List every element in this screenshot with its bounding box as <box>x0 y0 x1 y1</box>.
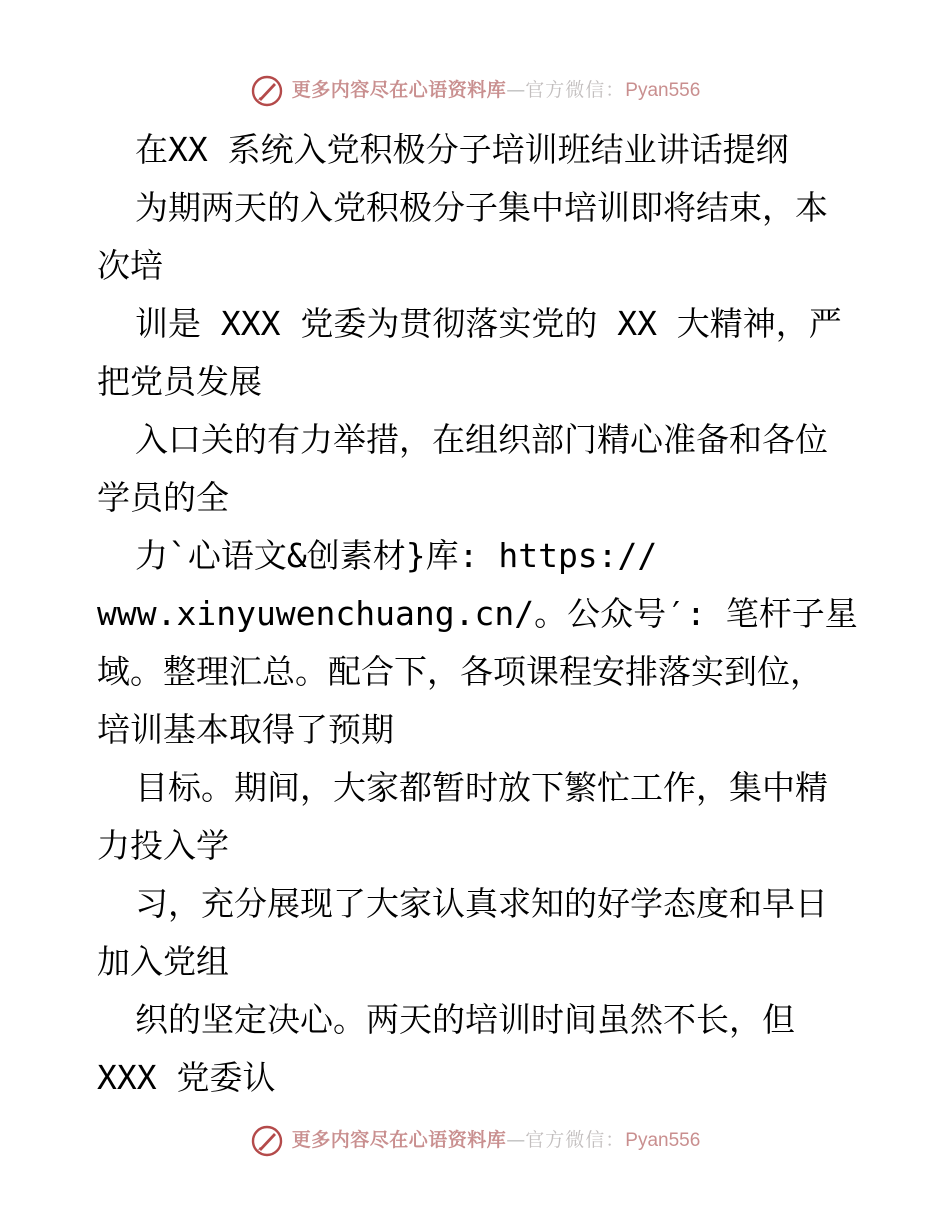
header-watermark <box>0 70 950 110</box>
text-line: 为期两天的入党积极分子集中培训即将结束，本 <box>135 188 828 227</box>
quill-logo-icon <box>250 74 284 108</box>
watermark-wechat-id: Pyan556 <box>625 1130 701 1151</box>
text-line: 目标。期间，大家都暂时放下繁忙工作，集中精 <box>135 768 828 807</box>
text-line: 次培 <box>97 246 163 285</box>
document-title: 在XX 系统入党积极分子培训班结业讲话提纲 <box>135 130 789 169</box>
text-line: XXX 党委认 <box>97 1058 276 1097</box>
watermark-dash: — <box>506 1129 526 1151</box>
watermark-main-text: 更多内容尽在心语资料库 <box>291 1129 507 1151</box>
text-line: 训是 XXX 党委为贯彻落实党的 XX 大精神，严 <box>135 304 842 343</box>
watermark-wechat-label: 官方微信： <box>525 79 626 101</box>
footer-watermark <box>0 1120 950 1160</box>
watermark-wechat-label: 官方微信： <box>525 1129 626 1151</box>
watermark-wechat-id: Pyan556 <box>625 80 701 101</box>
text-line: 入口关的有力举措，在组织部门精心准备和各位 <box>135 420 828 459</box>
text-line: 织的坚定决心。两天的培训时间虽然不长，但 <box>135 1000 795 1039</box>
text-line: www.xinyuwenchuang.cn/。公众号′: 笔杆子星 <box>97 594 858 633</box>
text-line: 域。整理汇总。配合下，各项课程安排落实到位， <box>97 652 823 691</box>
text-line: 力`心语文&创素材}库: https:// <box>135 536 658 575</box>
text-line: 力投入学 <box>97 826 229 865</box>
text-line: 学员的全 <box>97 478 229 517</box>
text-line: 习，充分展现了大家认真求知的好学态度和早日 <box>135 884 828 923</box>
text-line: 培训基本取得了预期 <box>97 710 394 749</box>
watermark-main-text: 更多内容尽在心语资料库 <box>291 79 507 101</box>
text-line: 把党员发展 <box>97 362 262 401</box>
quill-logo-icon <box>250 1124 284 1158</box>
document-body <box>97 121 857 1107</box>
watermark-dash: — <box>506 79 526 101</box>
text-line: 加入党组 <box>97 942 229 981</box>
